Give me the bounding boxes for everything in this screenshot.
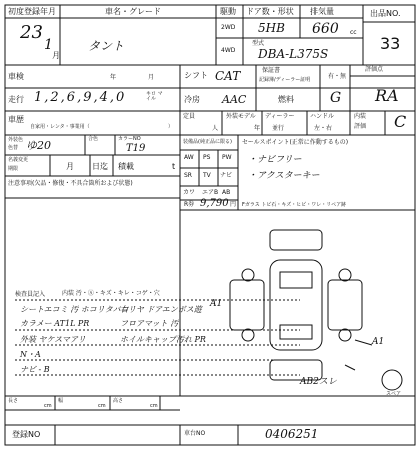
fuel-value: G	[330, 90, 342, 106]
diagram-mark-a1-right: A1	[372, 337, 385, 347]
sales-point-line-2: ・アクスターキー	[248, 171, 320, 181]
notes-label: 注意事項(欠品・修復・不具合箇所および状態)	[8, 180, 133, 187]
inspector-line-2: カラメー AT1L PR	[20, 319, 90, 328]
first-reg-month: 1	[44, 37, 53, 53]
diagram-mark-a1-left: A1	[210, 299, 223, 309]
sales-point-label: セールスポイント(正常に作動するもの)	[242, 139, 349, 146]
owner-change-sub: 期限	[8, 166, 19, 172]
first-reg-month-unit: 月	[52, 51, 60, 60]
inspector-line-4: N・A	[20, 350, 41, 359]
warranty-sub: 記録簿/ディーラー証明	[259, 77, 311, 83]
shaken-month-unit: 月	[148, 74, 155, 81]
shaken-year-unit: 年	[110, 74, 117, 81]
inspector-line-5: ナビ - B	[20, 365, 50, 374]
colorno-label: カラーNO	[118, 136, 141, 142]
displacement-label: 排気量	[310, 7, 334, 16]
warranty-options: 有・無	[328, 73, 347, 80]
evaluation-label: 評価点	[365, 66, 384, 73]
model-grade-label: 車名・グレード	[105, 7, 161, 16]
history-close: ）	[168, 124, 174, 130]
exterior-model-label: 外装モデル	[226, 113, 256, 120]
mileage-unit: キロ マイル	[146, 91, 163, 102]
doors-shape-label: ドア数・形状	[246, 7, 294, 16]
doors-shape: 5HB	[258, 21, 285, 35]
height-unit: cm	[150, 403, 158, 409]
width-unit: cm	[98, 403, 106, 409]
equip-airbag: エアB	[202, 189, 219, 196]
tax-unit: t	[172, 162, 176, 171]
drive-4wd: 4WD	[221, 47, 236, 54]
exterior-model-unit: 年	[254, 125, 261, 132]
interior-label: 内装	[354, 113, 367, 120]
mileage-label: 走行	[8, 95, 24, 104]
model-code: DBA-L375S	[258, 47, 329, 61]
equip-navi: ナビ	[220, 172, 233, 179]
handle-label: ハンドル	[310, 113, 335, 120]
drive-label: 駆動	[220, 7, 236, 16]
car-diagram	[230, 230, 402, 390]
diagram-mark-spare: スペア	[386, 391, 402, 397]
inspector-right-3: ホイルキャップ汚れ PR	[120, 335, 206, 344]
shift-label: シフト	[184, 71, 208, 80]
inspector-right-1: 右リヤ ドアエンボス遊	[120, 305, 202, 314]
fuel-label: 燃料	[278, 95, 294, 104]
tax-label: 積載	[118, 162, 134, 171]
inspector-line-3: 外装 ヤケスマアリ	[20, 335, 86, 344]
interior-sub: 評価	[354, 123, 367, 130]
equip-tv: TV	[203, 172, 211, 179]
equip-ps: PS	[203, 154, 211, 161]
history-options: 自家用・レンタ・事業用（	[30, 124, 90, 130]
dealer-label: ディーラー	[265, 113, 295, 120]
handle-options: 左・右	[314, 125, 333, 132]
model-type-label: 型式	[252, 40, 265, 47]
diagram-mark-ab2: AB2スレ	[300, 377, 337, 387]
dealer-sub: 並行	[272, 125, 285, 132]
aircon-label: 冷房	[184, 95, 200, 104]
glass-label: Fガラス トビ石・キズ・ヒビ・ワレ・リペア跡	[242, 202, 347, 208]
owner-change-label: 名義変更	[8, 157, 29, 163]
inspector-label: 検査員記入	[15, 291, 46, 298]
shift-value: CAT	[215, 69, 241, 83]
lot-no-value: 33	[380, 34, 401, 53]
sales-point-line-1: ・ナビフリー	[248, 155, 302, 165]
combined-color-label: 合色	[88, 136, 99, 142]
lot-no-label: 出品NO.	[370, 9, 401, 18]
equipment-label: 装備品(純正品に限る)	[183, 139, 232, 145]
history-label: 車歴	[8, 115, 24, 124]
equip-sr: SR	[184, 172, 192, 179]
capacity-unit: 人	[212, 125, 219, 132]
drive-2wd: 2WD	[221, 24, 236, 31]
cc-label: cc	[350, 29, 357, 36]
inspector-options: 内装 汚・Ⓢ・キズ・キレ・コゲ・穴	[62, 290, 160, 297]
color-sub: 色替	[8, 145, 19, 151]
chassis-label: 車台NO	[184, 430, 206, 437]
interior-value: C	[394, 112, 407, 131]
colorno-value: T19	[126, 143, 146, 154]
reg-no-label: 登録NO	[12, 430, 41, 439]
shaken-label: 車検	[8, 72, 24, 81]
first-registration-label: 初度登録年月	[8, 7, 56, 16]
length-unit: cm	[44, 403, 52, 409]
aircon-value: AAC	[222, 93, 247, 106]
recycle-label: R券	[184, 201, 195, 208]
car-name: タント	[88, 39, 125, 53]
color-label: 外装色	[8, 137, 24, 143]
height-label: 高さ	[113, 398, 124, 404]
first-reg-year: 23	[20, 22, 43, 43]
equip-kawa: カワ	[183, 189, 196, 196]
equip-aw: AW	[184, 154, 194, 161]
warranty-label: 保証書	[262, 67, 281, 74]
recycle-unit: 円	[230, 201, 237, 208]
inspector-line-1: シートエコミ 汚 ホコリタバコ	[20, 305, 129, 314]
length-label: 長さ	[8, 398, 19, 404]
evaluation-value: RA	[375, 86, 399, 105]
mileage-value: 1,2,6,9,4,0	[34, 90, 127, 105]
equip-ab: AB	[222, 189, 231, 196]
owner-change-day: 日迄	[92, 162, 108, 171]
color-value: ゆ20	[26, 139, 51, 152]
recycle-value: 9,790	[200, 198, 229, 209]
width-label: 幅	[58, 398, 64, 404]
equip-pw: PW	[222, 154, 232, 161]
inspector-right-2: フロアマット 汚	[120, 319, 179, 328]
displacement-value: 660	[312, 21, 339, 37]
capacity-label: 定員	[183, 113, 196, 120]
chassis-value: 0406251	[265, 427, 319, 441]
owner-change-month: 月	[66, 162, 74, 171]
